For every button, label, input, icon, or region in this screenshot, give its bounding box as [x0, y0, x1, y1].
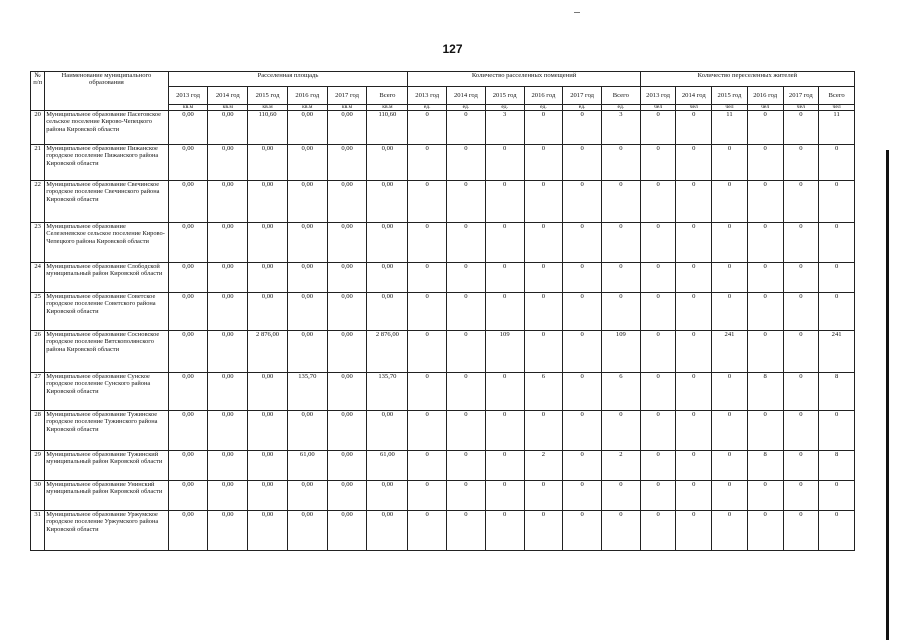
- municipality-name: Муниципальное образование Тужинский муниципальный район Кировской области: [45, 451, 168, 481]
- rooms-cell: 0: [563, 511, 602, 551]
- people-cell: 0: [676, 451, 712, 481]
- area-cell: 0,00: [327, 111, 367, 145]
- area-cell: 0,00: [168, 145, 208, 181]
- people-cell: 0: [712, 223, 748, 263]
- people-cell: 0: [747, 111, 783, 145]
- people-cell: 0: [712, 411, 748, 451]
- area-cell: 0,00: [287, 331, 327, 373]
- rooms-cell: 0: [408, 451, 447, 481]
- municipality-name: Муниципальное образование Пижанское городское поселение Пижанского района Кировской области: [45, 145, 168, 181]
- header-group-rooms: Количество расселенных помещений: [408, 72, 640, 87]
- people-cell: 0: [640, 373, 676, 411]
- people-cell: 0: [783, 111, 819, 145]
- row-number: 23: [31, 223, 45, 263]
- scan-mark: [574, 12, 580, 13]
- header-group-people: Количество переселенных жителей: [640, 72, 854, 87]
- people-cell: 0: [676, 481, 712, 511]
- municipality-name: Муниципальное образование Сунское городское поселение Сунского района Кировской области: [45, 373, 168, 411]
- people-cell: 0: [747, 331, 783, 373]
- rooms-cell: 0: [447, 263, 486, 293]
- table-body: [31, 111, 855, 551]
- table-row: [31, 181, 855, 223]
- people-cell: 0: [712, 263, 748, 293]
- table-row: [31, 223, 855, 263]
- area-cell: 0,00: [327, 293, 367, 331]
- rooms-cell: 0: [563, 481, 602, 511]
- header-year: 2015 год: [248, 87, 288, 105]
- people-cell: 0: [712, 451, 748, 481]
- people-cell: 0: [819, 145, 855, 181]
- header-unit: кв.м: [248, 105, 288, 111]
- people-cell: 0: [676, 223, 712, 263]
- people-cell: 0: [640, 293, 676, 331]
- area-cell: 135,70: [367, 373, 408, 411]
- area-cell: 2 876,00: [248, 331, 288, 373]
- area-cell: 0,00: [168, 181, 208, 223]
- rooms-cell: 0: [485, 451, 524, 481]
- rooms-cell: 0: [602, 293, 641, 331]
- people-cell: 0: [783, 331, 819, 373]
- table-row: [31, 145, 855, 181]
- header-name: Наименование муниципального образования: [45, 72, 168, 111]
- rooms-cell: 3: [485, 111, 524, 145]
- rooms-cell: 0: [447, 451, 486, 481]
- table-row: [31, 411, 855, 451]
- header-year: 2014 год: [208, 87, 248, 105]
- people-cell: 0: [819, 223, 855, 263]
- row-number: 31: [31, 511, 45, 551]
- area-cell: 0,00: [168, 451, 208, 481]
- people-cell: 0: [783, 373, 819, 411]
- rooms-cell: 0: [447, 223, 486, 263]
- row-number: 22: [31, 181, 45, 223]
- table-row: [31, 263, 855, 293]
- rooms-cell: 0: [524, 331, 563, 373]
- rooms-cell: 0: [524, 293, 563, 331]
- header-unit: ед.: [524, 105, 563, 111]
- area-cell: 0,00: [327, 373, 367, 411]
- people-cell: 0: [819, 293, 855, 331]
- people-cell: 0: [783, 481, 819, 511]
- rooms-cell: 0: [602, 481, 641, 511]
- header-unit: кв.м: [168, 105, 208, 111]
- people-cell: 0: [783, 223, 819, 263]
- area-cell: 0,00: [367, 145, 408, 181]
- area-cell: 0,00: [248, 411, 288, 451]
- row-number: 21: [31, 145, 45, 181]
- area-cell: 0,00: [248, 223, 288, 263]
- people-cell: 241: [712, 331, 748, 373]
- rooms-cell: 0: [447, 511, 486, 551]
- rooms-cell: 0: [602, 145, 641, 181]
- rooms-cell: 0: [563, 263, 602, 293]
- header-year: 2017 год: [563, 87, 602, 105]
- people-cell: 0: [712, 181, 748, 223]
- row-number: 20: [31, 111, 45, 145]
- rooms-cell: 0: [524, 181, 563, 223]
- area-cell: 0,00: [208, 293, 248, 331]
- people-cell: 0: [783, 411, 819, 451]
- people-cell: 0: [747, 511, 783, 551]
- people-cell: 0: [747, 145, 783, 181]
- area-cell: 0,00: [287, 223, 327, 263]
- municipality-name: Муниципальное образование Сосновское городское поселение Вятскополянского района Кировской области: [45, 331, 168, 373]
- area-cell: 0,00: [367, 411, 408, 451]
- municipality-name: Муниципальное образование Пасеговское сельское поселение Кирово-Чепецкого района Кировской области: [45, 111, 168, 145]
- header-year: 2016 год: [287, 87, 327, 105]
- people-cell: 0: [676, 263, 712, 293]
- people-cell: 8: [819, 373, 855, 411]
- rooms-cell: 0: [485, 411, 524, 451]
- area-cell: 0,00: [208, 145, 248, 181]
- people-cell: 0: [676, 411, 712, 451]
- people-cell: 0: [819, 263, 855, 293]
- people-cell: 0: [676, 145, 712, 181]
- rooms-cell: 0: [524, 263, 563, 293]
- municipality-name: Муниципальное образование Тужинское городское поселение Тужинского района Кировской области: [45, 411, 168, 451]
- municipality-name: Муниципальное образование Слободской муниципальный район Кировской области: [45, 263, 168, 293]
- people-cell: 0: [640, 451, 676, 481]
- header-unit: кв.м: [367, 105, 408, 111]
- rooms-cell: 0: [524, 223, 563, 263]
- area-cell: 0,00: [327, 263, 367, 293]
- area-cell: 61,00: [367, 451, 408, 481]
- people-cell: 0: [676, 111, 712, 145]
- area-cell: 110,60: [248, 111, 288, 145]
- header-unit: ед.: [485, 105, 524, 111]
- rooms-cell: 0: [485, 511, 524, 551]
- header-unit: ед.: [408, 105, 447, 111]
- people-cell: 0: [747, 223, 783, 263]
- header-group-area: Расселенная площадь: [168, 72, 408, 87]
- header-unit: чел: [712, 105, 748, 111]
- people-cell: 0: [783, 451, 819, 481]
- table-row: [31, 331, 855, 373]
- rooms-cell: 0: [563, 373, 602, 411]
- municipality-name: Муниципальное образование Унинский муниципальный район Кировской области: [45, 481, 168, 511]
- area-cell: 0,00: [287, 181, 327, 223]
- people-cell: 0: [676, 511, 712, 551]
- area-cell: 0,00: [287, 411, 327, 451]
- people-cell: 0: [712, 293, 748, 331]
- area-cell: 0,00: [248, 481, 288, 511]
- area-cell: 0,00: [208, 481, 248, 511]
- people-cell: 0: [640, 181, 676, 223]
- row-number: 27: [31, 373, 45, 411]
- people-cell: 0: [640, 263, 676, 293]
- area-cell: 0,00: [208, 451, 248, 481]
- table-row: [31, 481, 855, 511]
- header-year: 2014 год: [447, 87, 486, 105]
- people-cell: 11: [819, 111, 855, 145]
- rooms-cell: 0: [563, 223, 602, 263]
- rooms-cell: 0: [485, 293, 524, 331]
- people-cell: 8: [747, 451, 783, 481]
- row-number: 25: [31, 293, 45, 331]
- people-cell: 0: [640, 111, 676, 145]
- area-cell: 0,00: [168, 481, 208, 511]
- header-year: 2015 год: [485, 87, 524, 105]
- rooms-cell: 0: [563, 331, 602, 373]
- rooms-cell: 0: [485, 373, 524, 411]
- rooms-cell: 0: [408, 481, 447, 511]
- scan-edge-bar: [886, 150, 889, 640]
- area-cell: 0,00: [168, 373, 208, 411]
- header-year: 2013 год: [408, 87, 447, 105]
- header-unit: кв.м: [208, 105, 248, 111]
- people-cell: 0: [747, 481, 783, 511]
- area-cell: 0,00: [248, 293, 288, 331]
- rooms-cell: 0: [447, 481, 486, 511]
- area-cell: 0,00: [287, 111, 327, 145]
- area-cell: 0,00: [208, 411, 248, 451]
- rooms-cell: 6: [602, 373, 641, 411]
- people-cell: 0: [640, 145, 676, 181]
- people-cell: 8: [747, 373, 783, 411]
- rooms-cell: 0: [563, 293, 602, 331]
- area-cell: 0,00: [327, 481, 367, 511]
- area-cell: 110,60: [367, 111, 408, 145]
- area-cell: 0,00: [327, 511, 367, 551]
- people-cell: 0: [747, 263, 783, 293]
- people-cell: 0: [640, 411, 676, 451]
- people-cell: 0: [747, 293, 783, 331]
- area-cell: 0,00: [208, 373, 248, 411]
- area-cell: 135,70: [287, 373, 327, 411]
- people-cell: 0: [819, 411, 855, 451]
- header-unit: чел: [640, 105, 676, 111]
- people-cell: 0: [712, 511, 748, 551]
- area-cell: 0,00: [248, 511, 288, 551]
- area-cell: 0,00: [367, 181, 408, 223]
- rooms-cell: 0: [563, 111, 602, 145]
- rooms-cell: 0: [408, 223, 447, 263]
- area-cell: 0,00: [168, 331, 208, 373]
- rooms-cell: 2: [602, 451, 641, 481]
- rooms-cell: 3: [602, 111, 641, 145]
- people-cell: 0: [712, 373, 748, 411]
- rooms-cell: 0: [602, 511, 641, 551]
- area-cell: 0,00: [287, 263, 327, 293]
- area-cell: 0,00: [208, 111, 248, 145]
- people-cell: 0: [747, 181, 783, 223]
- area-cell: 0,00: [327, 331, 367, 373]
- area-cell: 0,00: [208, 223, 248, 263]
- municipality-name: Муниципальное образование Уржумское городское поселение Уржумского района Кировской области: [45, 511, 168, 551]
- rooms-cell: 0: [447, 111, 486, 145]
- rooms-cell: 0: [563, 451, 602, 481]
- rooms-cell: 0: [485, 223, 524, 263]
- area-cell: 0,00: [248, 263, 288, 293]
- people-cell: 0: [676, 373, 712, 411]
- row-number: 26: [31, 331, 45, 373]
- people-cell: 0: [819, 511, 855, 551]
- rooms-cell: 0: [447, 181, 486, 223]
- rooms-cell: 0: [408, 181, 447, 223]
- area-cell: 61,00: [287, 451, 327, 481]
- rooms-cell: 0: [408, 331, 447, 373]
- rooms-cell: 0: [447, 331, 486, 373]
- row-number: 30: [31, 481, 45, 511]
- people-cell: 241: [819, 331, 855, 373]
- people-cell: 0: [640, 481, 676, 511]
- municipality-name: Муниципальное образование Селезеневское сельское поселение Кирово-Чепецкого района Кировской области: [45, 223, 168, 263]
- rooms-cell: 0: [602, 263, 641, 293]
- rooms-cell: 0: [408, 511, 447, 551]
- area-cell: 0,00: [248, 181, 288, 223]
- area-cell: 0,00: [168, 411, 208, 451]
- header-year: 2013 год: [640, 87, 676, 105]
- header-num: № п/п: [31, 72, 45, 111]
- area-cell: 0,00: [367, 481, 408, 511]
- rooms-cell: 0: [524, 511, 563, 551]
- people-cell: 0: [783, 511, 819, 551]
- rooms-cell: 0: [485, 145, 524, 181]
- header-year: 2015 год: [712, 87, 748, 105]
- rooms-cell: 0: [408, 263, 447, 293]
- rooms-cell: 0: [602, 181, 641, 223]
- table-row: [31, 111, 855, 145]
- rooms-cell: 6: [524, 373, 563, 411]
- people-cell: 0: [712, 145, 748, 181]
- area-cell: 0,00: [248, 373, 288, 411]
- header-unit: ед.: [447, 105, 486, 111]
- header-unit: чел: [676, 105, 712, 111]
- header-unit: ед.: [602, 105, 641, 111]
- municipality-name: Муниципальное образование Советское городское поселение Советского района Кировской области: [45, 293, 168, 331]
- area-cell: 0,00: [327, 223, 367, 263]
- table-row: [31, 451, 855, 481]
- rooms-cell: 0: [408, 373, 447, 411]
- rooms-cell: 0: [524, 481, 563, 511]
- table-row: [31, 293, 855, 331]
- rooms-cell: 0: [485, 263, 524, 293]
- area-cell: 0,00: [367, 263, 408, 293]
- people-cell: 0: [819, 481, 855, 511]
- rooms-cell: 0: [524, 111, 563, 145]
- rooms-cell: 0: [602, 223, 641, 263]
- area-cell: 0,00: [208, 331, 248, 373]
- people-cell: 0: [783, 263, 819, 293]
- municipality-name: Муниципальное образование Свечинское городское поселение Свечинского района Кировской области: [45, 181, 168, 223]
- rooms-cell: 0: [447, 411, 486, 451]
- rooms-cell: 109: [602, 331, 641, 373]
- people-cell: 0: [747, 411, 783, 451]
- people-cell: 0: [783, 145, 819, 181]
- header-year: 2016 год: [747, 87, 783, 105]
- row-number: 29: [31, 451, 45, 481]
- people-cell: 0: [676, 293, 712, 331]
- header-year: 2013 год: [168, 87, 208, 105]
- rooms-cell: 0: [447, 293, 486, 331]
- area-cell: 0,00: [287, 145, 327, 181]
- area-cell: 0,00: [248, 145, 288, 181]
- area-cell: 2 876,00: [367, 331, 408, 373]
- area-cell: 0,00: [168, 511, 208, 551]
- rooms-cell: 0: [563, 145, 602, 181]
- header-year: 2017 год: [783, 87, 819, 105]
- resettlement-table: [30, 71, 855, 551]
- header-year: 2017 год: [327, 87, 367, 105]
- people-cell: 8: [819, 451, 855, 481]
- area-cell: 0,00: [327, 181, 367, 223]
- people-cell: 0: [676, 181, 712, 223]
- people-cell: 0: [819, 181, 855, 223]
- area-cell: 0,00: [327, 145, 367, 181]
- area-cell: 0,00: [367, 223, 408, 263]
- area-cell: 0,00: [327, 451, 367, 481]
- area-cell: 0,00: [248, 451, 288, 481]
- header-unit: чел: [819, 105, 855, 111]
- area-cell: 0,00: [327, 411, 367, 451]
- header-year: Всего: [819, 87, 855, 105]
- header-unit: кв.м: [327, 105, 367, 111]
- people-cell: 0: [640, 223, 676, 263]
- rooms-cell: 0: [408, 293, 447, 331]
- rooms-cell: 0: [408, 411, 447, 451]
- area-cell: 0,00: [287, 293, 327, 331]
- area-cell: 0,00: [287, 481, 327, 511]
- table-row: [31, 373, 855, 411]
- area-cell: 0,00: [208, 511, 248, 551]
- header-unit: кв.м: [287, 105, 327, 111]
- rooms-cell: 0: [563, 411, 602, 451]
- rooms-cell: 0: [408, 145, 447, 181]
- rooms-cell: 0: [447, 145, 486, 181]
- area-cell: 0,00: [208, 263, 248, 293]
- people-cell: 0: [783, 293, 819, 331]
- page-number: 127: [442, 42, 463, 56]
- people-cell: 0: [676, 331, 712, 373]
- area-cell: 0,00: [287, 511, 327, 551]
- header-year: Всего: [367, 87, 408, 105]
- area-cell: 0,00: [367, 293, 408, 331]
- header-unit: ед.: [563, 105, 602, 111]
- header-year: Всего: [602, 87, 641, 105]
- rooms-cell: 0: [563, 181, 602, 223]
- rooms-cell: 2: [524, 451, 563, 481]
- rooms-cell: 0: [408, 111, 447, 145]
- rooms-cell: 109: [485, 331, 524, 373]
- people-cell: 11: [712, 111, 748, 145]
- people-cell: 0: [640, 331, 676, 373]
- header-year: 2016 год: [524, 87, 563, 105]
- area-cell: 0,00: [367, 511, 408, 551]
- rooms-cell: 0: [447, 373, 486, 411]
- area-cell: 0,00: [168, 111, 208, 145]
- area-cell: 0,00: [168, 223, 208, 263]
- rooms-cell: 0: [602, 411, 641, 451]
- area-cell: 0,00: [208, 181, 248, 223]
- rooms-cell: 0: [524, 145, 563, 181]
- table-row: [31, 511, 855, 551]
- people-cell: 0: [712, 481, 748, 511]
- area-cell: 0,00: [168, 263, 208, 293]
- row-number: 24: [31, 263, 45, 293]
- rooms-cell: 0: [485, 181, 524, 223]
- people-cell: 0: [640, 511, 676, 551]
- header-unit: чел: [747, 105, 783, 111]
- area-cell: 0,00: [168, 293, 208, 331]
- header-year: 2014 год: [676, 87, 712, 105]
- row-number: 28: [31, 411, 45, 451]
- rooms-cell: 0: [524, 411, 563, 451]
- rooms-cell: 0: [485, 481, 524, 511]
- people-cell: 0: [783, 181, 819, 223]
- header-unit: чел: [783, 105, 819, 111]
